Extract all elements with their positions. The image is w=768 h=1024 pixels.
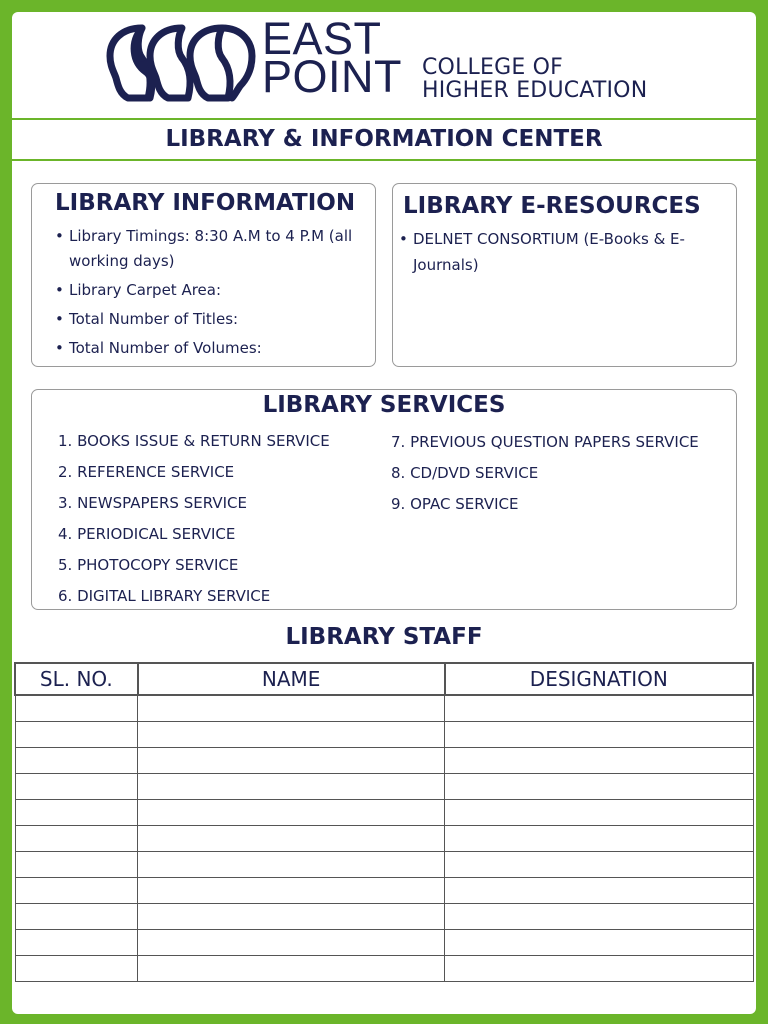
table-cell — [445, 851, 753, 877]
table-cell — [15, 799, 138, 825]
table-row — [15, 825, 753, 851]
library-staff-title: LIBRARY STAFF — [285, 624, 483, 650]
list-item: • Total Number of Volumes: — [55, 336, 355, 361]
table-cell — [138, 721, 445, 747]
table-cell — [15, 903, 138, 929]
tagline — [422, 56, 647, 102]
table-cell — [15, 825, 138, 851]
library-information-title: LIBRARY INFORMATION — [55, 190, 356, 216]
brand-line-1: EAST — [262, 13, 382, 64]
service-item: 4. PERIODICAL SERVICE — [58, 525, 236, 543]
table-row — [15, 955, 753, 981]
service-item: 5. PHOTOCOPY SERVICE — [58, 556, 239, 574]
table-cell — [445, 799, 753, 825]
service-item: 3. NEWSPAPERS SERVICE — [58, 494, 247, 512]
table-cell — [445, 825, 753, 851]
column-header-designation: DESIGNATION — [445, 663, 753, 695]
service-item: 9. OPAC SERVICE — [391, 495, 519, 513]
table-row — [15, 799, 753, 825]
table-cell — [138, 903, 445, 929]
table-cell — [15, 721, 138, 747]
table-cell — [445, 929, 753, 955]
staff-table — [14, 662, 754, 982]
table-cell — [138, 929, 445, 955]
table-cell — [445, 721, 753, 747]
table-cell — [138, 877, 445, 903]
table-cell — [138, 825, 445, 851]
library-information-box — [31, 183, 376, 367]
e-resources-list — [399, 226, 729, 278]
service-item: 6. DIGITAL LIBRARY SERVICE — [58, 587, 271, 605]
table-cell — [15, 955, 138, 981]
tagline-line-2: HIGHER EDUCATION — [422, 78, 648, 103]
table-cell — [445, 903, 753, 929]
e-resources-title: LIBRARY E-RESOURCES — [403, 193, 701, 219]
table-cell — [445, 773, 753, 799]
table-cell — [15, 773, 138, 799]
list-item: • Total Number of Titles: — [55, 307, 355, 332]
list-item: • Library Carpet Area: — [55, 278, 355, 303]
brand-wordmark — [262, 13, 403, 102]
table-row — [15, 721, 753, 747]
table-row — [15, 747, 753, 773]
document-page — [12, 12, 756, 1014]
header — [12, 12, 756, 118]
table-header-row — [15, 663, 753, 695]
table-cell — [138, 773, 445, 799]
table-cell — [138, 747, 445, 773]
table-cell — [15, 877, 138, 903]
service-item: 7. PREVIOUS QUESTION PAPERS SERVICE — [391, 433, 699, 451]
table-cell — [138, 851, 445, 877]
table-cell — [138, 799, 445, 825]
table-cell — [445, 877, 753, 903]
page-title: LIBRARY & INFORMATION CENTER — [12, 118, 756, 161]
table-cell — [445, 955, 753, 981]
column-header-sl-no: SL. NO. — [15, 663, 138, 695]
table-cell — [15, 929, 138, 955]
table-cell — [138, 695, 445, 721]
table-cell — [445, 695, 753, 721]
table-row — [15, 903, 753, 929]
list-item: • DELNET CONSORTIUM (E-Books & E-Journals) — [399, 226, 729, 278]
logo-icon — [106, 22, 256, 104]
table-cell — [445, 747, 753, 773]
table-row — [15, 851, 753, 877]
e-resources-box — [392, 183, 737, 367]
table-row — [15, 929, 753, 955]
table-cell — [15, 747, 138, 773]
table-cell — [138, 955, 445, 981]
table-row — [15, 695, 753, 721]
library-services-box — [31, 389, 737, 610]
library-services-title: LIBRARY SERVICES — [262, 392, 506, 418]
services-list-left — [58, 431, 330, 617]
services-list-right — [391, 432, 699, 525]
table-row — [15, 877, 753, 903]
table-cell — [15, 695, 138, 721]
tagline-line-1: COLLEGE OF — [422, 55, 564, 80]
staff-table-body — [15, 695, 753, 981]
service-item: 8. CD/DVD SERVICE — [391, 464, 539, 482]
service-item: 2. REFERENCE SERVICE — [58, 463, 235, 481]
library-information-list — [55, 224, 355, 365]
list-item: • Library Timings: 8:30 A.M to 4 P.M (all working days) — [55, 224, 355, 274]
column-header-name: NAME — [138, 663, 445, 695]
table-row — [15, 773, 753, 799]
service-item: 1. BOOKS ISSUE & RETURN SERVICE — [58, 432, 330, 450]
table-cell — [15, 851, 138, 877]
brand-line-2: POINT — [262, 51, 403, 102]
